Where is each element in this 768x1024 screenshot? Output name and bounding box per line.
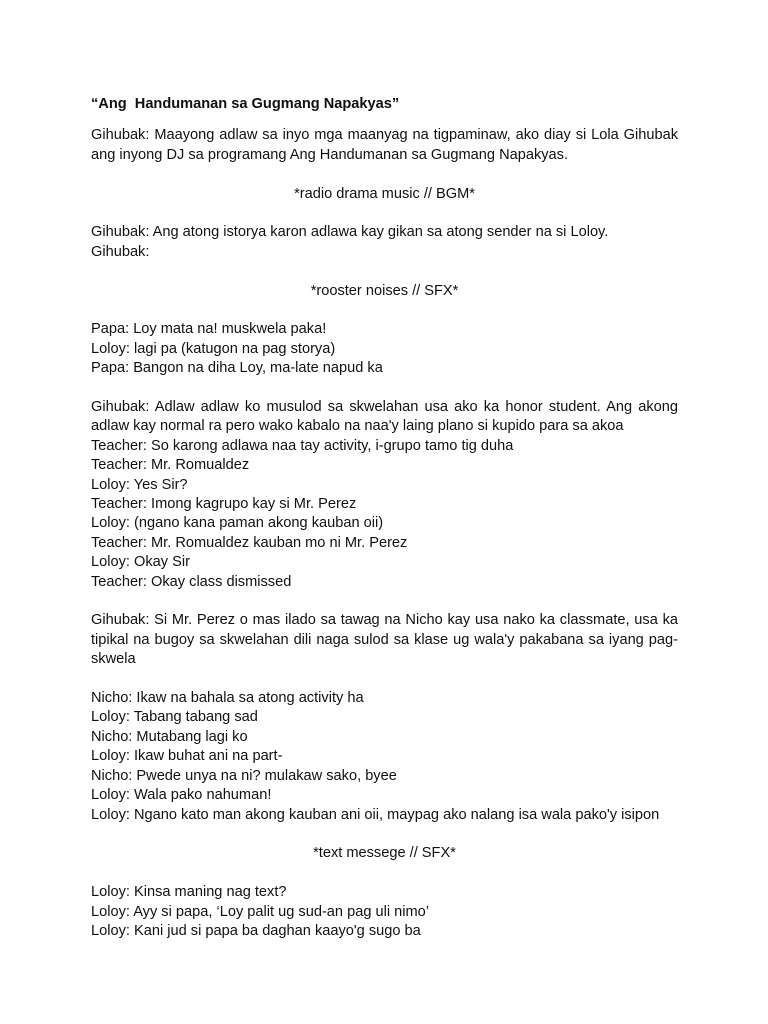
dialogue-line: Loloy: Ngano kato man akong kauban ani oii, maypag ako nalang isa wala pako'y isipon xyxy=(91,806,660,823)
dialogue-line: Papa: Loy mata na! muskwela paka! xyxy=(91,321,327,338)
script-document xyxy=(91,95,678,941)
dialogue-line: Teacher: So karong adlawa naa tay activity, i-grupo tamo tig duha xyxy=(91,437,514,454)
dialogue-line: Nicho: Mutabang lagi ko xyxy=(91,728,248,745)
dialogue-line: Loloy: Kani jud si papa ba daghan kaayo'g sugo ba xyxy=(91,922,421,939)
dialogue-line: Loloy: Wala pako nahuman! xyxy=(91,787,272,804)
dialogue-line: Gihubak: Ang atong istorya karon adlawa kay gikan sa atong sender na si Loloy. xyxy=(91,224,609,241)
bgm-cue: *radio drama music // BGM* xyxy=(294,185,475,202)
rooster-sfx-cue: *rooster noises // SFX* xyxy=(310,282,459,299)
dialogue-line: Papa: Bangon na diha Loy, ma-late napud ka xyxy=(91,360,383,377)
dialogue-line: Loloy: Kinsa maning nag text? xyxy=(91,884,287,901)
class-scene-block xyxy=(91,398,678,592)
nicho-narration: Gihubak: Si Mr. Perez o mas ilado sa tawag na Nicho kay usa nako ka classmate, usa ka tipikal na bugoy sa skwelahan dili naga sulod sa klase ug wala'y pakabana sa iyang pag-skwela xyxy=(91,612,678,668)
dialogue-line: Loloy: Ikaw buhat ani na part- xyxy=(91,748,283,765)
dialogue-line: Teacher: Okay class dismissed xyxy=(91,573,292,590)
dialogue-line: Loloy: lagi pa (katugon na pag storya) xyxy=(91,340,336,357)
home-scene-block xyxy=(91,320,678,378)
dialogue-line: Loloy: Tabang tabang sad xyxy=(91,709,258,726)
dialogue-line: Loloy: Okay Sir xyxy=(91,554,190,571)
dialogue-line: Nicho: Pwede unya na ni? mulakaw sako, byee xyxy=(91,767,397,784)
dialogue-line: Gihubak: xyxy=(91,243,150,260)
dialogue-line: Teacher: Mr. Romualdez xyxy=(91,457,250,474)
dialogue-line: Nicho: Ikaw na bahala sa atong activity ha xyxy=(91,690,364,707)
nicho-scene-block xyxy=(91,689,678,825)
school-narration: Gihubak: Adlaw adlaw ko musulod sa skwelahan usa ako ka honor student. Ang akong adlaw kay normal ra pero wako kabalo na naa'y laing plano si kupido para sa akoa xyxy=(91,399,678,435)
dialogue-line: Teacher: Imong kagrupo kay si Mr. Perez xyxy=(91,496,357,513)
text-sfx-cue: *text messege // SFX* xyxy=(313,845,456,862)
dialogue-line: Loloy: (ngano kana paman akong kauban oii) xyxy=(91,515,384,532)
dialogue-line: Loloy: Yes Sir? xyxy=(91,476,188,493)
dialogue-line: Loloy: Ayy si papa, ‘Loy palit ug sud-an pag uli nimo’ xyxy=(91,903,430,920)
text-scene-block xyxy=(91,883,678,941)
dialogue-line: Teacher: Mr. Romualdez kauban mo ni Mr. Perez xyxy=(91,534,408,551)
intro-paragraph: Gihubak: Maayong adlaw sa inyo mga maanyag na tigpaminaw, ako diay si Lola Gihubak ang inyong DJ sa programang Ang Handumanan sa Gugmang Napakyas. xyxy=(91,127,678,163)
document-title: “Ang Handumanan sa Gugmang Napakyas” xyxy=(91,96,400,112)
story-intro-block xyxy=(91,223,678,262)
